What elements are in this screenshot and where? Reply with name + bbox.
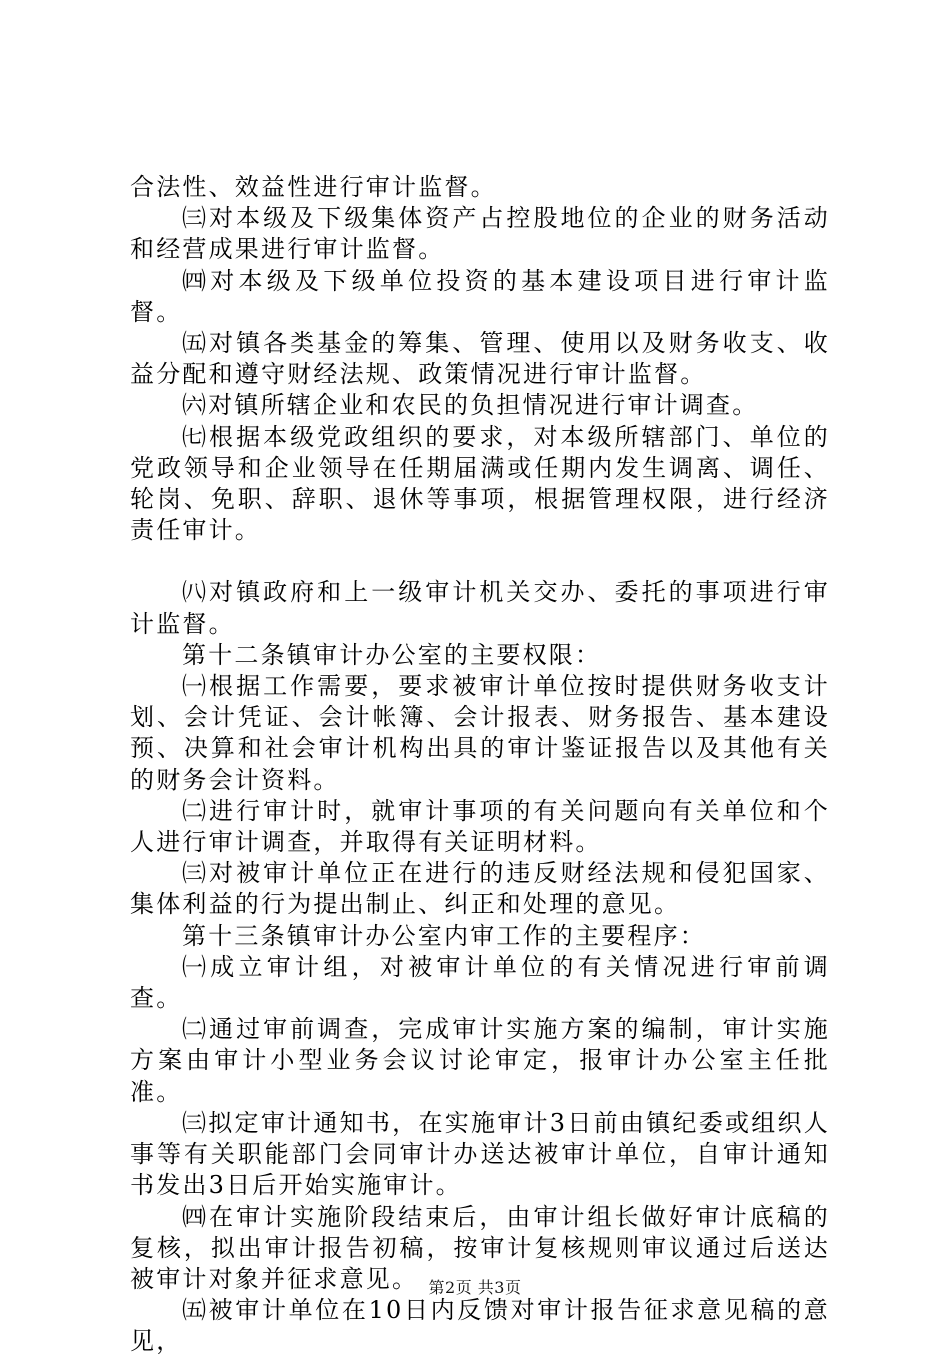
paragraph-procedure-4-report-draft: ㈣在审计实施阶段结束后，由审计组长做好审计底稿的复核，拟出审计报告初稿，按审计复核规则审议通过后送达被审计对象并征求意见。 (130, 1202, 830, 1293)
paragraph-item-4-construction-audit: ㈣对本级及下级单位投资的基本建设项目进行审计监督。 (130, 266, 830, 326)
article-13-heading: 第十三条镇审计办公室内审工作的主要程序： (182, 921, 706, 950)
paragraph-procedure-2-plan: ㈡通过审前调查，完成审计实施方案的编制，审计实施方案由审计小型业务会议讨论审定，报审计办公室主任批准。 (130, 1015, 830, 1106)
paragraph-power-1-request-materials: ㈠根据工作需要，要求被审计单位按时提供财务收支计划、会计凭证、会计帐簿、会计报表、财务报告、基本建设预、决算和社会审计机构出具的审计鉴证报告以及其他有关的财务会计资料。 (130, 672, 830, 794)
article-12-heading: 第十二条镇审计办公室的主要权限： (182, 640, 602, 669)
paragraph-item-8-delegated-matters: ㈧对镇政府和上一级审计机关交办、委托的事项进行审计监督。 (130, 578, 830, 638)
paragraph-power-2-investigation: ㈡进行审计时，就审计事项的有关问题向有关单位和个人进行审计调查，并取得有关证明材料。 (130, 796, 830, 857)
paragraph-procedure-3-notice: ㈢拟定审计通知书，在实施审计3日前由镇纪委或组织人事等有关职能部门会同审计办送达被审计单位，自审计通知书发出3日后开始实施审计。 (130, 1108, 830, 1200)
paragraph-item-5-fund-audit: ㈤对镇各类基金的筹集、管理、使用以及财务收支、收益分配和遵守财经法规、政策情况进行审计监督。 (130, 329, 830, 389)
paragraph-item-6-burden-survey: ㈥对镇所辖企业和农民的负担情况进行审计调查。 (182, 391, 759, 420)
paragraph-item-7-economic-responsibility: ㈦根据本级党政组织的要求，对本级所辖部门、单位的党政领导和企业领导在任期届满或任期内发生调离、调任、轮岗、免职、辞职、退休等事项，根据管理权限，进行经济责任审计。 (130, 422, 830, 545)
paragraph-power-3-stop-violations: ㈢对被审计单位正在进行的违反财经法规和侵犯国家、集体利益的行为提出制止、纠正和处理的意见。 (130, 859, 830, 919)
page-number-footer: 第2页 共3页 (428, 1278, 522, 1297)
paragraph-procedure-1-form-team: ㈠成立审计组，对被审计单位的有关情况进行审前调查。 (130, 952, 830, 1013)
paragraph-procedure-5-feedback: ㈤被审计单位在10日内反馈对审计报告征求意见稿的意见， (130, 1296, 830, 1356)
paragraph-continuation: 合法性、效益性进行审计监督。 (130, 173, 497, 201)
document-body (130, 172, 830, 1358)
paragraph-item-3-enterprise-audit: ㈢对本级及下级集体资产占控股地位的企业的财务活动和经营成果进行审计监督。 (130, 204, 830, 264)
